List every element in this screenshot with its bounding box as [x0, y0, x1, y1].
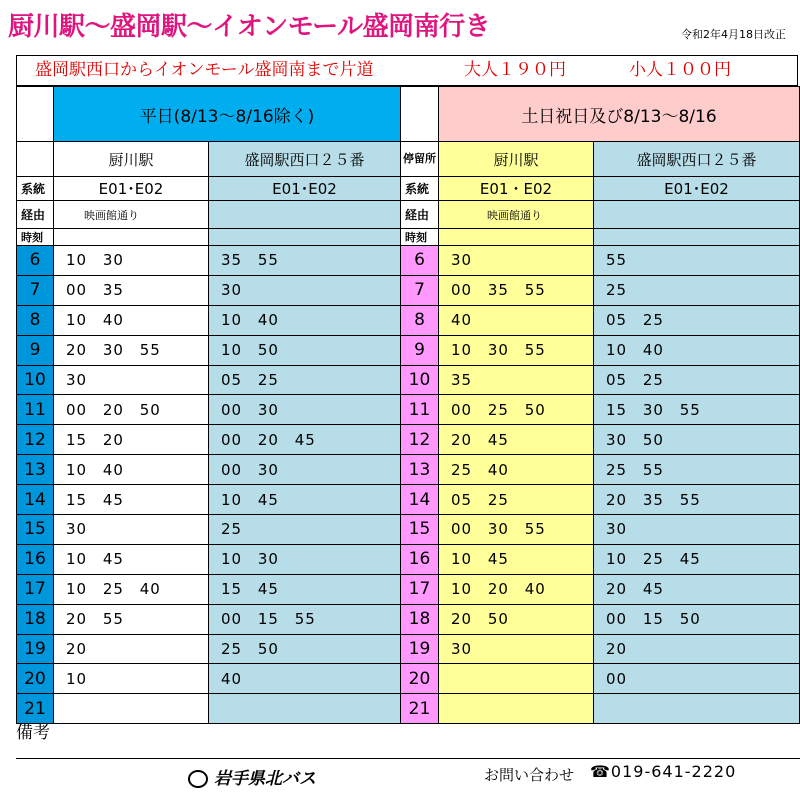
- via-label: 経由: [401, 201, 439, 229]
- holiday-via-empty: [594, 201, 800, 229]
- via-label: 経由: [17, 201, 54, 229]
- weekday-route-b: E01･E02: [209, 177, 401, 201]
- weekday-via-empty: [209, 201, 401, 229]
- holiday-kuriyagawa-minutes: 20 45: [439, 425, 594, 455]
- hour-label-spacer: [54, 229, 209, 246]
- hour-cell: 13: [401, 455, 439, 485]
- hour-cell: 16: [401, 544, 439, 574]
- holiday-via: 映画館通り: [439, 201, 594, 229]
- hour-cell: 6: [401, 246, 439, 276]
- hour-cell: 18: [17, 604, 54, 634]
- weekday-morioka-minutes: 25 50: [209, 634, 401, 664]
- holiday-stop-morioka: 盛岡駅西口２５番: [594, 142, 800, 177]
- holiday-morioka-minutes: 25 55: [594, 455, 800, 485]
- weekday-kuriyagawa-minutes: 10 30: [54, 246, 209, 276]
- corner-cell: [17, 87, 54, 142]
- hour-label-spacer: [594, 229, 800, 246]
- phone-number: ☎019-641-2220: [590, 762, 737, 781]
- hour-cell: 13: [17, 455, 54, 485]
- holiday-morioka-minutes: 55: [594, 246, 800, 276]
- holiday-header: 土日祝日及び8/13～8/16: [439, 87, 800, 142]
- fare-child: 小人１００円: [629, 60, 731, 80]
- timetable-row: [17, 335, 800, 365]
- hour-cell: 9: [401, 335, 439, 365]
- weekday-kuriyagawa-minutes: 15 20: [54, 425, 209, 455]
- timetable-row: [17, 246, 800, 276]
- holiday-kuriyagawa-minutes: 05 25: [439, 485, 594, 515]
- timetable-row: [17, 694, 800, 724]
- corner-cell: [401, 87, 439, 142]
- contact-label: お問い合わせ: [484, 766, 575, 784]
- weekday-morioka-minutes: 15 45: [209, 574, 401, 604]
- holiday-kuriyagawa-minutes: 35: [439, 365, 594, 395]
- holiday-morioka-minutes: 00 15 50: [594, 604, 800, 634]
- timetable-row: [17, 485, 800, 515]
- weekday-route-a: E01･E02: [54, 177, 209, 201]
- hour-label-spacer: [439, 229, 594, 246]
- hour-cell: 14: [17, 485, 54, 515]
- holiday-kuriyagawa-minutes: 10 45: [439, 544, 594, 574]
- holiday-kuriyagawa-minutes: 00 25 50: [439, 395, 594, 425]
- holiday-route-b: E01･E02: [594, 177, 800, 201]
- weekday-morioka-minutes: 00 30: [209, 455, 401, 485]
- holiday-morioka-minutes: 00: [594, 664, 800, 694]
- holiday-kuriyagawa-minutes: 30: [439, 634, 594, 664]
- hour-cell: 19: [401, 634, 439, 664]
- hour-cell: 7: [17, 275, 54, 305]
- timetable-row: [17, 604, 800, 634]
- hour-cell: 11: [401, 395, 439, 425]
- holiday-morioka-minutes: [594, 694, 800, 724]
- holiday-morioka-minutes: 20 35 55: [594, 485, 800, 515]
- holiday-kuriyagawa-minutes: 40: [439, 305, 594, 335]
- timetable-row: [17, 664, 800, 694]
- holiday-morioka-minutes: 25: [594, 275, 800, 305]
- company-name: 岩手県北バス: [214, 769, 316, 789]
- weekday-kuriyagawa-minutes: 00 35: [54, 275, 209, 305]
- weekday-stop-morioka: 盛岡駅西口２５番: [209, 142, 401, 177]
- page-title: 厨川駅～盛岡駅～イオンモール盛岡南行き: [8, 12, 491, 42]
- hour-cell: 17: [401, 574, 439, 604]
- hour-cell: 8: [401, 305, 439, 335]
- fare-notice: [16, 55, 798, 86]
- holiday-morioka-minutes: 10 40: [594, 335, 800, 365]
- hour-cell: 21: [17, 694, 54, 724]
- timetable-row: [17, 365, 800, 395]
- hour-cell: 19: [17, 634, 54, 664]
- weekday-morioka-minutes: [209, 694, 401, 724]
- hour-label: 時刻: [401, 229, 439, 246]
- weekday-morioka-minutes: 30: [209, 275, 401, 305]
- weekday-kuriyagawa-minutes: 30: [54, 515, 209, 545]
- footer-divider: [16, 758, 800, 759]
- holiday-kuriyagawa-minutes: [439, 664, 594, 694]
- weekday-kuriyagawa-minutes: 10 25 40: [54, 574, 209, 604]
- revision-date: 令和2年4月18日改正: [681, 28, 786, 41]
- weekday-kuriyagawa-minutes: 10 40: [54, 305, 209, 335]
- hour-label-spacer: [209, 229, 401, 246]
- weekday-morioka-minutes: 25: [209, 515, 401, 545]
- weekday-morioka-minutes: 10 45: [209, 485, 401, 515]
- weekday-kuriyagawa-minutes: 00 20 50: [54, 395, 209, 425]
- notes-label: 備考: [16, 723, 50, 743]
- bus-company-icon: [188, 770, 208, 788]
- timetable-row: [17, 515, 800, 545]
- weekday-kuriyagawa-minutes: [54, 694, 209, 724]
- weekday-kuriyagawa-minutes: 20: [54, 634, 209, 664]
- hour-cell: 21: [401, 694, 439, 724]
- hour-cell: 18: [401, 604, 439, 634]
- company-logo: [188, 764, 316, 789]
- timetable-row: [17, 455, 800, 485]
- holiday-morioka-minutes: 05 25: [594, 305, 800, 335]
- holiday-morioka-minutes: 30: [594, 515, 800, 545]
- hour-cell: 8: [17, 305, 54, 335]
- weekday-morioka-minutes: 10 30: [209, 544, 401, 574]
- holiday-kuriyagawa-minutes: 00 30 55: [439, 515, 594, 545]
- fare-route: 盛岡駅西口からイオンモール盛岡南まで片道: [35, 60, 374, 80]
- weekday-morioka-minutes: 10 40: [209, 305, 401, 335]
- weekday-kuriyagawa-minutes: 15 45: [54, 485, 209, 515]
- holiday-kuriyagawa-minutes: 00 35 55: [439, 275, 594, 305]
- weekday-morioka-minutes: 00 30: [209, 395, 401, 425]
- hour-cell: 17: [17, 574, 54, 604]
- weekday-kuriyagawa-minutes: 10 40: [54, 455, 209, 485]
- weekday-morioka-minutes: 40: [209, 664, 401, 694]
- timetable-row: [17, 425, 800, 455]
- holiday-kuriyagawa-minutes: 20 50: [439, 604, 594, 634]
- weekday-header: 平日(8/13～8/16除く): [54, 87, 401, 142]
- hour-cell: 9: [17, 335, 54, 365]
- hour-cell: 10: [401, 365, 439, 395]
- holiday-kuriyagawa-minutes: 10 20 40: [439, 574, 594, 604]
- route-label: 系統: [17, 177, 54, 201]
- holiday-morioka-minutes: 15 30 55: [594, 395, 800, 425]
- weekday-kuriyagawa-minutes: 30: [54, 365, 209, 395]
- hour-cell: 20: [401, 664, 439, 694]
- hour-cell: 16: [17, 544, 54, 574]
- hour-cell: 12: [401, 425, 439, 455]
- weekday-morioka-minutes: 10 50: [209, 335, 401, 365]
- stop-label-cell: [17, 142, 54, 177]
- timetable-row: [17, 574, 800, 604]
- weekday-kuriyagawa-minutes: 10 45: [54, 544, 209, 574]
- holiday-kuriyagawa-minutes: 10 30 55: [439, 335, 594, 365]
- holiday-stop-kuriyagawa: 厨川駅: [439, 142, 594, 177]
- weekday-morioka-minutes: 00 20 45: [209, 425, 401, 455]
- hour-cell: 14: [401, 485, 439, 515]
- timetable-row: [17, 275, 800, 305]
- holiday-kuriyagawa-minutes: 30: [439, 246, 594, 276]
- hour-cell: 12: [17, 425, 54, 455]
- timetable-row: [17, 395, 800, 425]
- timetable: [16, 86, 800, 724]
- holiday-route-a: E01・E02: [439, 177, 594, 201]
- weekday-kuriyagawa-minutes: 10: [54, 664, 209, 694]
- stop-label: 停留所: [401, 142, 439, 177]
- timetable-row: [17, 634, 800, 664]
- route-label: 系統: [401, 177, 439, 201]
- holiday-morioka-minutes: 05 25: [594, 365, 800, 395]
- hour-cell: 20: [17, 664, 54, 694]
- hour-cell: 6: [17, 246, 54, 276]
- weekday-via: 映画館通り: [54, 201, 209, 229]
- holiday-morioka-minutes: 10 25 45: [594, 544, 800, 574]
- hour-cell: 10: [17, 365, 54, 395]
- weekday-morioka-minutes: 35 55: [209, 246, 401, 276]
- weekday-morioka-minutes: 05 25: [209, 365, 401, 395]
- hour-label: 時刻: [17, 229, 54, 246]
- holiday-kuriyagawa-minutes: 25 40: [439, 455, 594, 485]
- fare-adult: 大人１９０円: [464, 60, 566, 80]
- timetable-row: [17, 544, 800, 574]
- weekday-stop-kuriyagawa: 厨川駅: [54, 142, 209, 177]
- holiday-morioka-minutes: 30 50: [594, 425, 800, 455]
- hour-cell: 15: [17, 515, 54, 545]
- timetable-row: [17, 305, 800, 335]
- holiday-morioka-minutes: 20: [594, 634, 800, 664]
- hour-cell: 11: [17, 395, 54, 425]
- holiday-morioka-minutes: 20 45: [594, 574, 800, 604]
- hour-cell: 15: [401, 515, 439, 545]
- weekday-morioka-minutes: 00 15 55: [209, 604, 401, 634]
- holiday-kuriyagawa-minutes: [439, 694, 594, 724]
- hour-cell: 7: [401, 275, 439, 305]
- weekday-kuriyagawa-minutes: 20 30 55: [54, 335, 209, 365]
- weekday-kuriyagawa-minutes: 20 55: [54, 604, 209, 634]
